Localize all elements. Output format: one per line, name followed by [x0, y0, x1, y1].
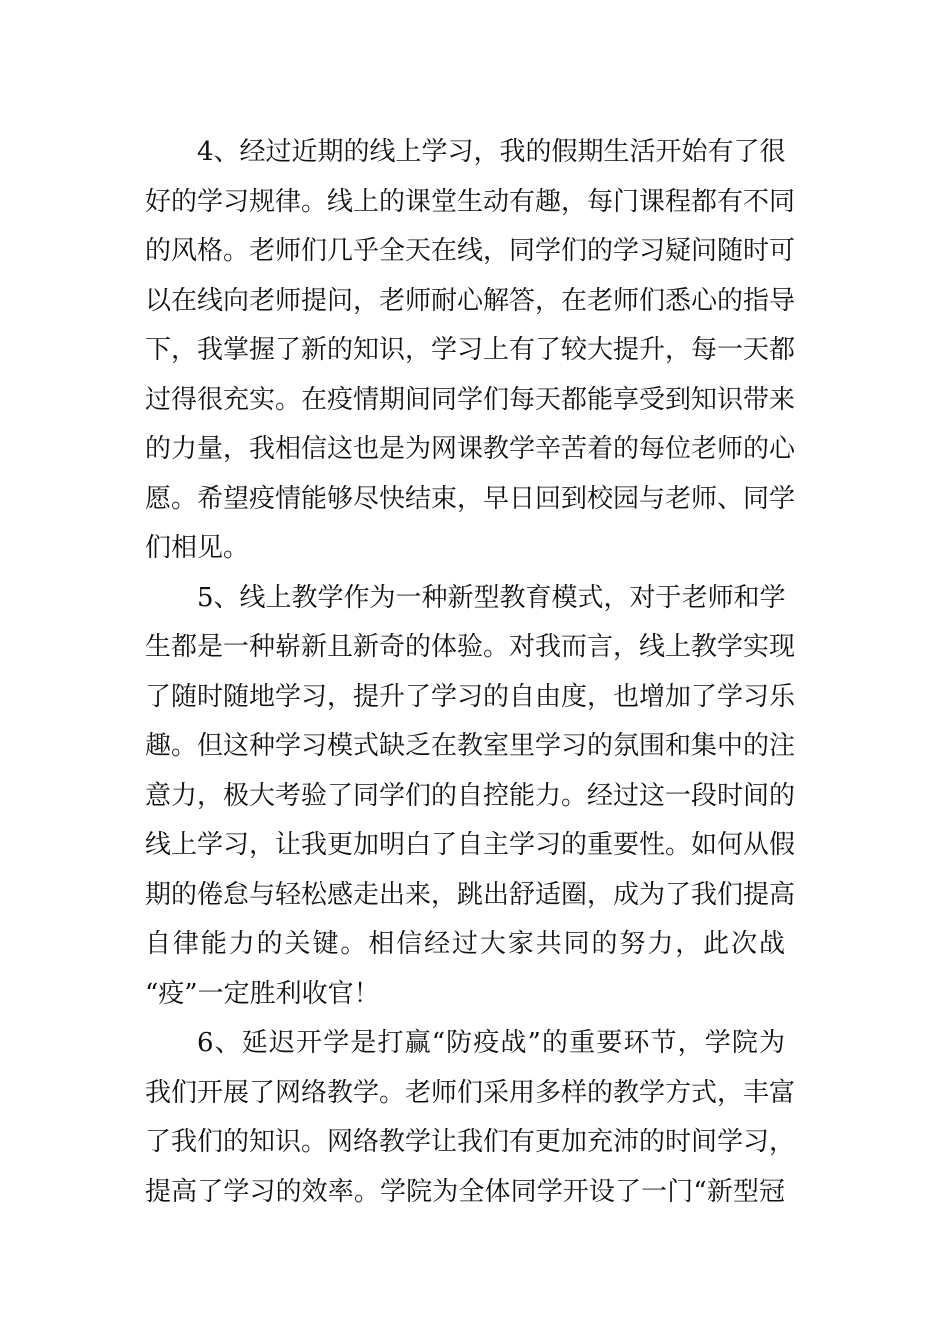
paragraph-line: 我们开展了网络教学。老师们采用多样的教学方式，丰富 [145, 1077, 796, 1108]
paragraph-line: 们相见。 [145, 533, 250, 563]
paragraph-line: 下，我掌握了新的知识，学习上有了较大提升，每一天都 [145, 335, 796, 365]
document-body [145, 128, 796, 1217]
paragraph-line: 了我们的知识。网络教学让我们有更加充沛的时间学习， [145, 1127, 796, 1157]
paragraph-line: 以在线向老师提问，老师耐心解答，在老师们悉心的指导 [145, 285, 796, 316]
paragraph-line: “疫”一定胜利收官！ [145, 978, 380, 1009]
paragraph-line: 的力量，我相信这也是为网课教学辛苦着的每位老师的心 [145, 434, 796, 464]
paragraph-line: 提高了学习的效率。学院为全体同学开设了一门“新型冠 [145, 1176, 785, 1207]
paragraph-line: 自律能力的关键。相信经过大家共同的努力，此次战 [145, 929, 785, 959]
paragraph-4 [145, 128, 796, 574]
paragraph-line: 愿。希望疫情能够尽快结束，早日回到校园与老师、同学 [145, 483, 796, 514]
paragraph-line: 5、线上教学作为一种新型教育模式，对于老师和学 [197, 582, 786, 613]
paragraph-line: 线上学习，让我更加明白了自主学习的重要性。如何从假 [145, 830, 796, 860]
paragraph-5 [145, 574, 796, 1020]
paragraph-line: 趣。但这种学习模式缺乏在教室里学习的氛围和集中的注 [145, 731, 796, 761]
paragraph-line: 4、经过近期的线上学习，我的假期生活开始有了很 [197, 137, 786, 167]
paragraph-line: 期的倦怠与轻松感走出来，跳出舒适圈，成为了我们提高 [145, 879, 796, 910]
paragraph-6 [145, 1019, 796, 1217]
paragraph-line: 意力，极大考验了同学们的自控能力。经过这一段时间的 [145, 780, 796, 811]
paragraph-line: 了随时随地学习，提升了学习的自由度，也增加了学习乐 [145, 681, 796, 712]
paragraph-line: 好的学习规律。线上的课堂生动有趣，每门课程都有不同 [145, 186, 796, 217]
paragraph-line: 过得很充实。在疫情期间同学们每天都能享受到知识带来 [145, 384, 796, 415]
paragraph-line: 6、延迟开学是打赢“防疫战”的重要环节，学院为 [197, 1028, 785, 1058]
paragraph-line: 生都是一种崭新且新奇的体验。对我而言，线上教学实现 [145, 632, 796, 662]
paragraph-line: 的风格。老师们几乎全天在线，同学们的学习疑问随时可 [145, 236, 796, 266]
